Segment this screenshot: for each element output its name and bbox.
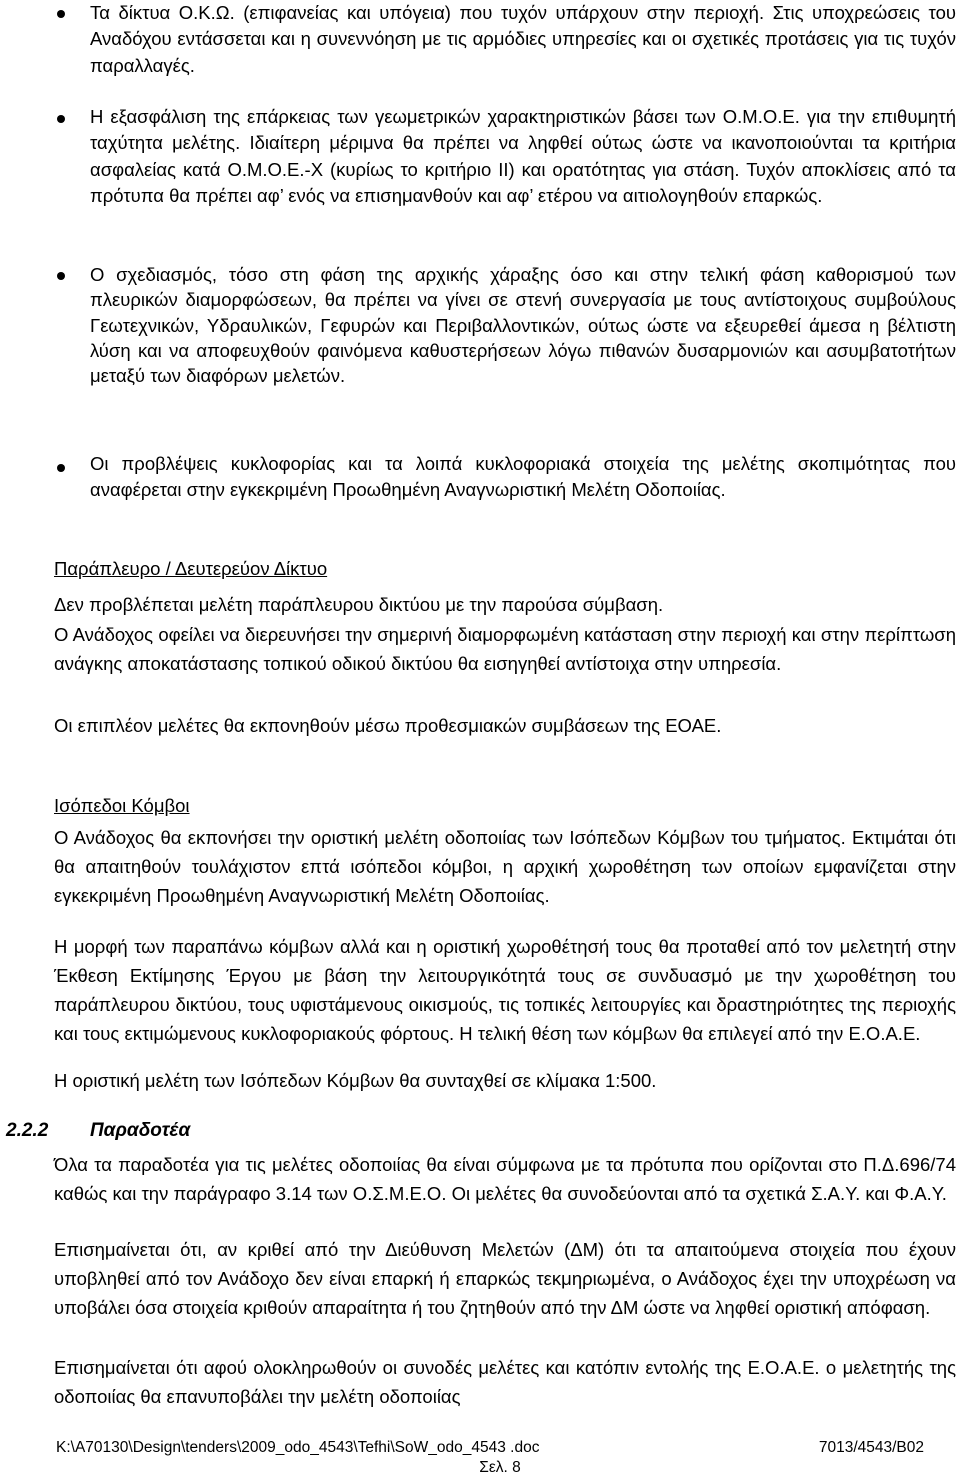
bullet-item-design-coordination: Ο σχεδιασμός, τόσο στη φάση της αρχικής χάραξης όσο και στην τελική φάση καθορισμού των πλευρικών διαμορφώσεων, θα πρέπει να γίνει σε στενή συνεργασία με τους αντίστοιχους συμβούλους Γεωτεχνικών, Υδραυλικών, Γεφυρών και Περιβαλλοντικών, ούτως ώστε να εξευρεθεί άμεσα η βέλτιστη λύση και να αποφευχθούν φαινόμενα καθυστερήσεων λόγω πιθανών δυσαρμονιών και ασυμβατοτήτων μεταξύ των διαφόρων μελετών. bbox=[90, 264, 956, 387]
footer-document-code: 7013/4543/Β02 bbox=[818, 1439, 924, 1456]
paragraph-deliverables-adequacy: Επισημαίνεται ότι, αν κριθεί από την Διεύθυνση Μελετών (ΔΜ) ότι τα απαιτούμενα στοιχεία που έχουν υποβληθεί από τον Ανάδοχο δεν είναι επαρκή ή επαρκώς τεκμηριωμένα, ο Ανάδοχος έχει την υποχρέωση να υποβάλει όσα στοιχεία κριθούν απαραίτητα ή του ζητηθούν από την ΔΜ ώστε να ληφθεί οριστική απόφαση. bbox=[54, 1239, 956, 1318]
paragraph-deliverables-resubmission: Επισημαίνεται ότι αφού ολοκληρωθούν οι συνοδές μελέτες και κατόπιν εντολής της Ε.Ο.Α.Ε. ο μελετητής της οδοποιίας θα επανυποβάλει την μελέτη οδοποιίας bbox=[54, 1357, 956, 1407]
paragraph-level-nodes-scale: Η οριστική μελέτη των Ισόπεδων Κόμβων θα συνταχθεί σε κλίμακα 1:500. bbox=[54, 1070, 657, 1091]
bullet-item-geometric-adequacy: Η εξασφάλιση της επάρκειας των γεωμετρικών χαρακτηριστικών βάσει των Ο.Μ.Ο.Ε. για την επιθυμητή ταχύτητα μελέτης. Ιδιαίτερη μέριμνα θα πρέπει να ληφθεί ούτως ώστε να ικανοποιούνται τα κριτήρια ασφαλείας κατά Ο.Μ.Ο.Ε.-Χ (κυρίως το κριτήριο ΙΙ) και ορατότητας για στάση. Τυχόν αποκλίσεις από τα πρότυπα θα πρέπει αφ’ ενός να επισημανθούν και αφ’ ετέρου να αιτιολογηθούν επαρκώς. bbox=[90, 106, 956, 206]
heading-level-nodes: Ισόπεδοι Κόμβοι bbox=[54, 795, 190, 816]
bullet-item-utility-networks: Τα δίκτυα Ο.Κ.Ω. (επιφανείας και υπόγεια) που τυχόν υπάρχουν στην περιοχή. Στις υποχρεώσεις του Αναδόχου εντάσσεται και η συνεννόηση με τις αρμόδιες υπηρεσίες και οι σχετικές προτάσεις για τις τυχόν παραλλαγές. bbox=[90, 2, 956, 76]
section-number: 2.2.2 bbox=[6, 1120, 49, 1141]
paragraph-contractor-investigate: Ο Ανάδοχος οφείλει να διερευνήσει την σημερινή διαμορφωμένη κατάσταση στην περιοχή και στην περίπτωση ανάγκης αποκατάστασης τοπικού οδικού δικτύου θα εισηγηθεί αντίστοιχα στην υπηρεσία. bbox=[54, 624, 956, 674]
footer-file-path: K:\A70130\Design\tenders\2009_odo_4543\Tefhi\SoW_odo_4543 .doc bbox=[56, 1439, 540, 1456]
paragraph-additional-studies: Οι επιπλέον μελέτες θα εκπονηθούν μέσω προθεσμιακών συμβάσεων της ΕΟΑΕ. bbox=[54, 715, 722, 736]
paragraph-level-nodes-form: Η μορφή των παραπάνω κόμβων αλλά και η οριστική χωροθέτησή τους θα προταθεί από τον μελετητή στην Έκθεση Εκτίμησης Έργου με βάση την λειτουργικότητά τους σε συνδυασμό με την χωροθέτηση του παράπλευρου δικτύου, τους υφιστάμενους οικισμούς, τις τοπικές λειτουργίες και δραστηριότητες της περιοχής και τους εκτιμώμενους κυκλοφοριακούς φόρτους. Η τελική θέση των κόμβων θα επιλεγεί από την Ε.Ο.Α.Ε. bbox=[54, 936, 956, 1044]
heading-parallel-network: Παράπλευρο / Δευτερεύον Δίκτυο bbox=[54, 558, 328, 579]
section-title: Παραδοτέα bbox=[90, 1120, 191, 1141]
paragraph-level-nodes-study: Ο Ανάδοχος θα εκπονήσει την οριστική μελέτη οδοποιίας των Ισόπεδων Κόμβων του τμήματος. Εκτιμάται ότι θα απαιτηθούν τουλάχιστον επτά ισόπεδοι κόμβοι, η αρχική χωροθέτηση των οποίων εμφανίζεται στην εγκεκριμένη Προωθημένη Αναγνωριστική Μελέτη Οδοποιίας. bbox=[54, 827, 956, 906]
paragraph-deliverables-standards: Όλα τα παραδοτέα για τις μελέτες οδοποιίας θα είναι σύμφωνα με τα πρότυπα που ορίζονται στο Π.Δ.696/74 καθώς και την παράγραφο 3.14 των Ο.Σ.Μ.Ε.Ο. Οι μελέτες θα συνοδεύονται από τα σχετικά Σ.Α.Υ. και Φ.Α.Υ. bbox=[54, 1154, 956, 1204]
paragraph-no-parallel-study: Δεν προβλέπεται μελέτη παράπλευρου δικτύου με την παρούσα σύμβαση. bbox=[54, 594, 664, 615]
bullet-icon bbox=[57, 272, 65, 280]
section-heading bbox=[6, 1118, 190, 1144]
bullet-item-traffic-forecasts: Οι προβλέψεις κυκλοφορίας και τα λοιπά κυκλοφοριακά στοιχεία της μελέτης σκοπιμότητας που αναφέρεται στην εγκεκριμένη Προωθημένη Αναγνωριστική Μελέτη Οδοποιίας. bbox=[90, 453, 956, 501]
footer-page-number: Σελ. 8 bbox=[479, 1459, 521, 1476]
bullet-icon bbox=[57, 115, 65, 123]
bullet-icon bbox=[57, 464, 65, 472]
bullet-icon bbox=[57, 10, 65, 18]
